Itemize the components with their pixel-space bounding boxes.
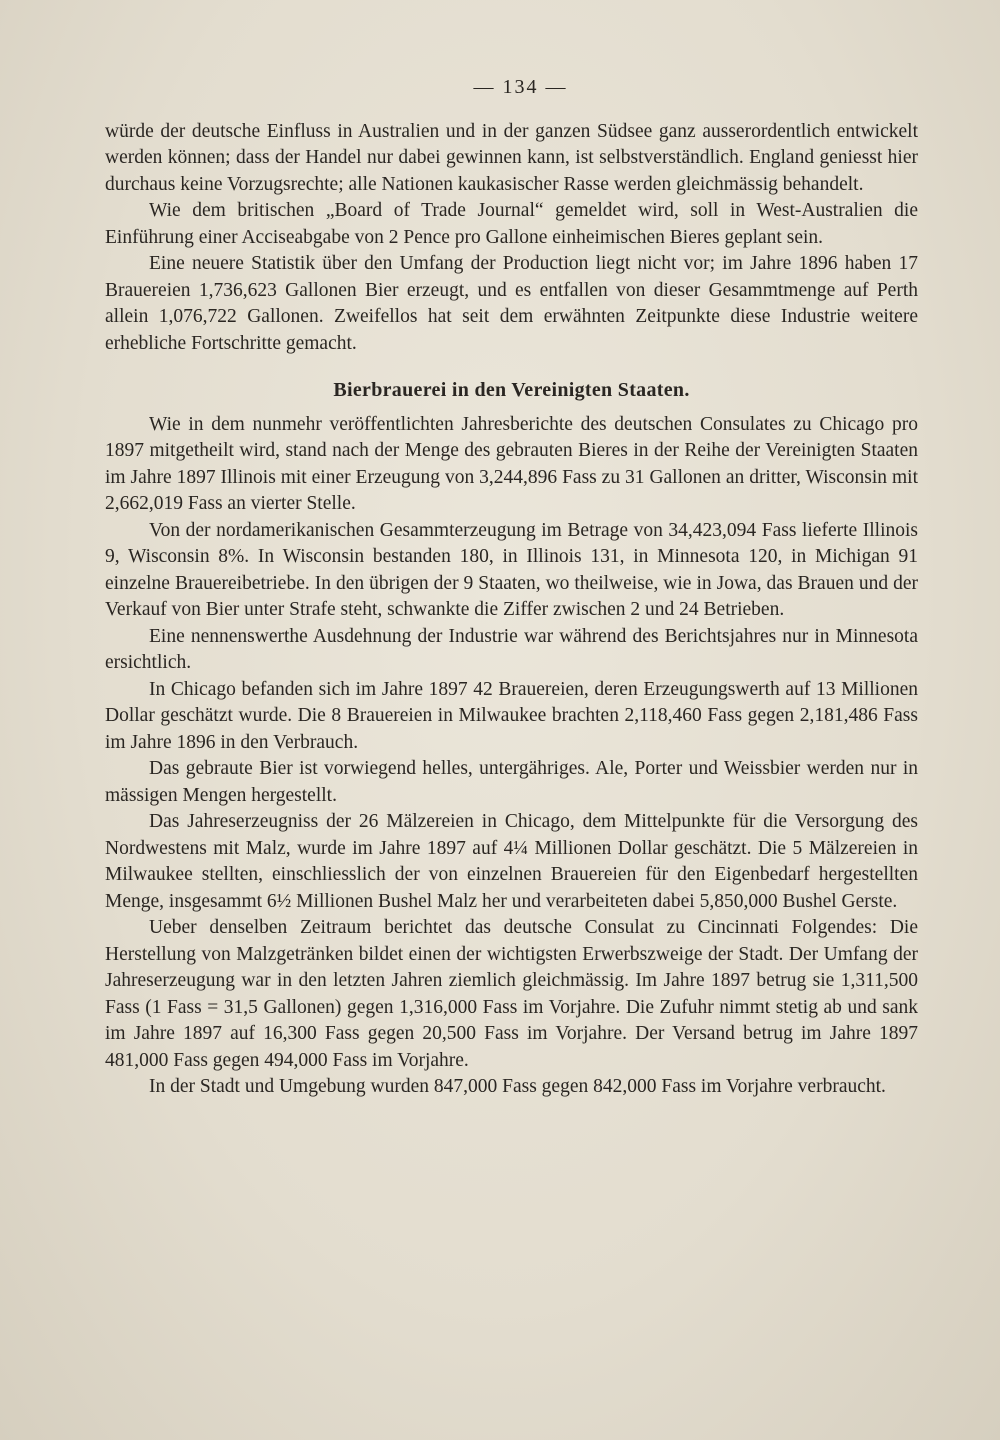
paragraph-cincinnati: Ueber denselben Zeitraum berichtet das deutsche Consulat zu Cincinnati Folgendes: Die Herstellung von Malzgetränken bildet einen der wichtigsten Erwerbszweige der Stadt. Der Umfang der Jahreserzeugung war in den letzten Jahren ziemlich gleichmässig. Im Jahre 1897 betrug sie 1,311,500 Fass (1 Fass = 31,5 Gallonen) gegen 1,316,000 Fass im Vorjahre. Die Zufuhr nimmt stetig ab und sank im Jahre 1897 auf 16,300 Fass gegen 20,500 Fass im Vorjahre. Der Versand betrug im Jahre 1897 481,000 Fass gegen 494,000 Fass im Vorjahre. [105, 917, 918, 1071]
paragraph-statistics-perth: Eine neuere Statistik über den Umfang der Production liegt nicht vor; im Jahre 1896 haben 17 Brauereien 1,736,623 Gallonen Bier erzeugt, und es entfallen von dieser Gesammtmenge auf Perth allein 1,076,722 Gallonen. Zweifellos hat seit dem erwähnten Zeitpunkte diese Industrie weitere erhebliche Fortschritte gemacht. [105, 253, 918, 354]
section-heading: Bierbrauerei in den Vereinigten Staaten. [333, 379, 690, 401]
paragraph-board-of-trade: Wie dem britischen „Board of Trade Journal“ gemeldet wird, soll in West-Australien die Einführung einer Acciseabgabe von 2 Pence pro Gallone einheimischen Bieres geplant sein. [105, 200, 918, 248]
paragraph-beer-types: Das gebraute Bier ist vorwiegend helles, untergähriges. Ale, Porter und Weissbier werden nur in mässigen Mengen hergestellt. [105, 758, 918, 806]
paragraph-malting: Das Jahreserzeugniss der 26 Mälzereien in Chicago, dem Mittelpunkte für die Versorgung des Nordwestens mit Malz, wurde im Jahre 1897 auf 4¼ Millionen Dollar geschätzt. Die 5 Mälzereien in Milwaukee stellten, einschliesslich der von einzelnen Brauereien für den Eigenbedarf hergestellten Menge, insgesammt 6½ Millionen Bushel Malz her und verarbeiteten dabei 5,850,000 Bushel Gerste. [105, 811, 918, 912]
page-number: — 134 — [473, 76, 568, 98]
paragraph-consumption: In der Stadt und Umgebung wurden 847,000 Fass gegen 842,000 Fass im Vorjahre verbraucht. [149, 1076, 886, 1097]
paragraph-continuation: würde der deutsche Einfluss in Australien und in der ganzen Südsee ganz ausserordentlich entwickelt werden können; dass der Handel nur dabei gewinnen kann, ist selbstverständlich. England geniesst hier durchaus keine Vorzugsrechte; alle Nationen kaukasischer Rasse werden gleichmässig behandelt. [105, 120, 918, 195]
paragraph-chicago-breweries: In Chicago befanden sich im Jahre 1897 42 Brauereien, deren Erzeugungswerth auf 13 Millionen Dollar geschätzt wurde. Die 8 Brauereien in Milwaukee brachten 2,118,460 Fass gegen 2,181,486 Fass im Jahre 1896 in den Verbrauch. [105, 678, 918, 753]
paragraph-total-production: Von der nordamerikanischen Gesammterzeugung im Betrage von 34,423,094 Fass lieferte Illinois 9, Wisconsin 8%. In Wisconsin bestanden 180, in Illinois 131, in Minnesota 120, in Michigan 91 einzelne Brauereibetriebe. In den übrigen der 9 Staaten, wo theilweise, wie in Jowa, das Brauen und der Verkauf von Bier unter Strafe steht, schwankte die Ziffer zwischen 2 und 24 Betrieben. [105, 519, 918, 620]
paragraph-chicago-report: Wie in dem nunmehr veröffentlichten Jahresberichte des deutschen Consulates zu Chicago pro 1897 mitgetheilt wird, stand nach der Menge des gebrauten Bieres in der Reihe der Vereinigten Staaten im Jahre 1897 Illinois mit einer Erzeugung von 3,244,896 Fass zu 31 Gallonen an dritter, Wisconsin mit 2,662,019 Fass an vierter Stelle. [105, 413, 918, 514]
paragraph-minnesota: Eine nennenswerthe Ausdehnung der Industrie war während des Berichtsjahres nur in Minnesota ersichtlich. [105, 625, 918, 673]
